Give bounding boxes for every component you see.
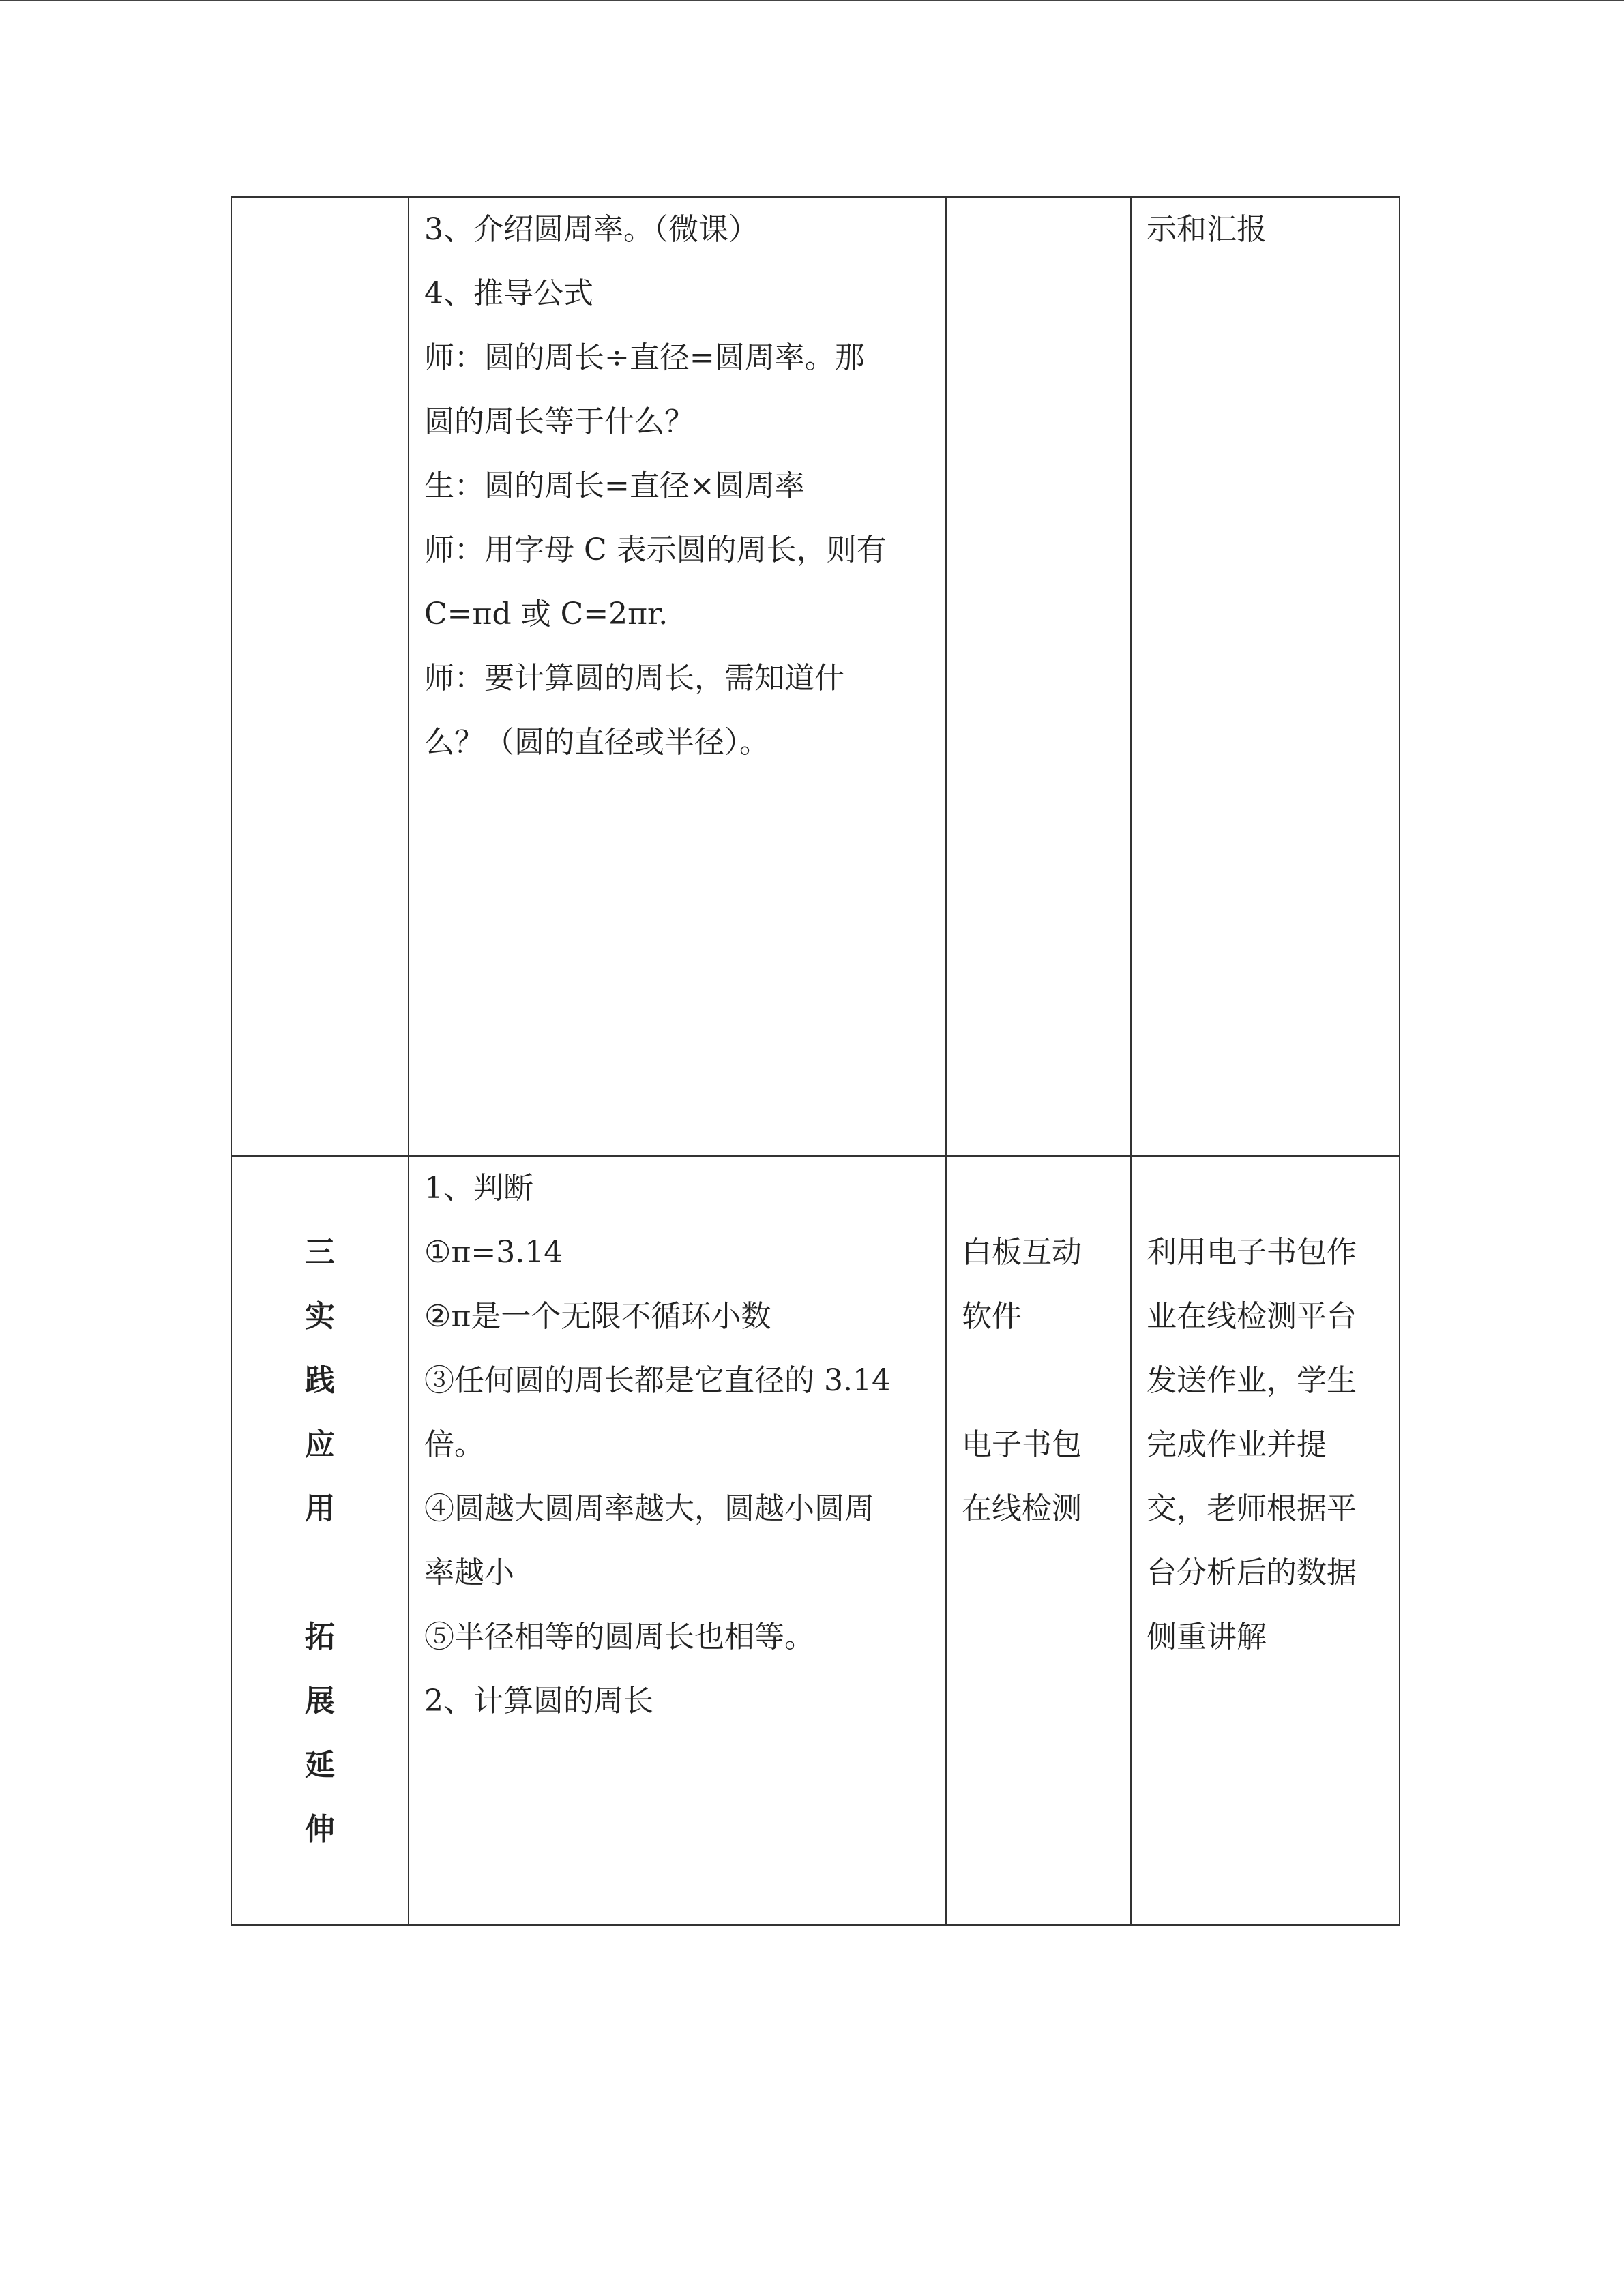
table-row: [231, 197, 1400, 1156]
design-line: 交，老师根据平: [1147, 1491, 1357, 1526]
design-line: 完成作业并提: [1147, 1427, 1327, 1462]
process-line: 师：要计算圆的周长，需知道什: [424, 661, 844, 696]
stage-char: 拓: [305, 1620, 335, 1654]
design-line: 台分析后的数据: [1147, 1555, 1357, 1590]
process-line: ③任何圆的周长都是它直径的 3.14: [424, 1363, 891, 1398]
process-line: ①π=3.14: [424, 1235, 563, 1270]
table-row: [231, 1156, 1400, 1925]
design-line: 示和汇报: [1147, 212, 1267, 247]
design-cell: [1131, 197, 1400, 1156]
stage-char: 践: [305, 1363, 335, 1398]
resource-line: 白板互动: [962, 1235, 1082, 1270]
resource-line: 电子书包: [962, 1427, 1082, 1462]
process-line: 师：用字母 C 表示圆的周长，则有: [424, 533, 887, 567]
process-line: 么？（圆的直径或半径）。: [424, 725, 769, 760]
stage-char: 实: [305, 1299, 335, 1334]
design-line: 发送作业，学生: [1147, 1363, 1357, 1398]
design-line: 业在线检测平台: [1147, 1299, 1357, 1334]
stage-cell: [231, 197, 409, 1156]
design-line: 侧重讲解: [1147, 1620, 1267, 1654]
stage-char: 用: [305, 1491, 335, 1526]
design-line: 利用电子书包作: [1147, 1235, 1357, 1270]
stage-char: 展: [305, 1684, 335, 1718]
resources-cell: [946, 197, 1131, 1156]
stage-char: 伸: [305, 1812, 335, 1847]
process-line: 率越小: [424, 1555, 514, 1590]
process-cell: [409, 1156, 946, 1925]
page-top-border: [0, 0, 1624, 1]
process-line: ②π是一个无限不循环小数: [424, 1299, 771, 1334]
process-line: 生：圆的周长=直径×圆周率: [424, 468, 805, 503]
process-line: ⑤半径相等的圆周长也相等。: [424, 1620, 814, 1654]
stage-char: 三: [305, 1235, 335, 1270]
resource-spacer: [962, 1349, 1121, 1413]
lesson-plan-table: [231, 196, 1400, 1926]
stage-char: 应: [305, 1427, 335, 1462]
process-line: ④圆越大圆周率越大，圆越小圆周: [424, 1491, 874, 1526]
process-line: 3、介绍圆周率。（微课）: [424, 212, 758, 247]
stage-spacer: [232, 1541, 408, 1605]
process-line: 师：圆的周长÷直径=圆周率。那: [424, 340, 865, 375]
process-line: 倍。: [424, 1427, 484, 1462]
process-line: 4、推导公式: [424, 276, 593, 311]
design-cell: [1131, 1156, 1400, 1925]
process-line: 2、计算圆的周长: [424, 1684, 653, 1718]
process-line: C=πd 或 C=2πr.: [424, 597, 668, 631]
process-line: 1、判断: [424, 1171, 533, 1206]
process-cell: [409, 197, 946, 1156]
resource-line: 软件: [962, 1299, 1022, 1334]
resources-cell: [946, 1156, 1131, 1925]
stage-cell: [231, 1156, 409, 1925]
stage-char: 延: [305, 1748, 335, 1783]
process-line: 圆的周长等于什么？: [424, 404, 694, 439]
resource-line: 在线检测: [962, 1491, 1082, 1526]
